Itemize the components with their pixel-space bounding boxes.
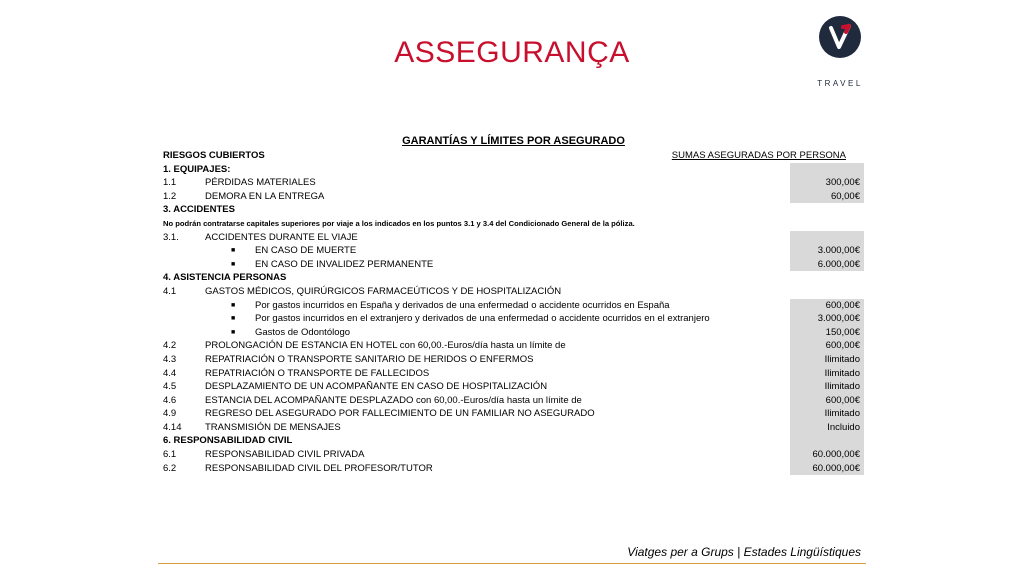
row-text: REPATRIACIÓN O TRANSPORTE SANITARIO DE HERIDOS O ENFERMOS	[205, 353, 534, 365]
v-logo-icon	[819, 16, 861, 58]
row-value: 60,00€	[790, 190, 864, 204]
row-number: 3.1.	[163, 231, 179, 243]
section-responsabilidad: 6. RESPONSABILIDAD CIVIL	[163, 435, 293, 447]
section-asistencia: 4. ASISTENCIA PERSONAS	[163, 272, 287, 284]
row-value: Ilimitado	[790, 367, 864, 381]
table-row	[163, 176, 864, 190]
row-value: Ilimitado	[790, 407, 864, 421]
bullet-row	[163, 258, 864, 272]
table-row	[163, 421, 864, 435]
row-number: 4.2	[163, 340, 177, 352]
section-accidentes: 3. ACCIDENTES	[163, 204, 235, 216]
row-text: DESPLAZAMIENTO DE UN ACOMPAÑANTE EN CASO DE HOSPITALIZACIÓN	[205, 381, 548, 393]
row-text: RESPONSABILIDAD CIVIL PRIVADA	[205, 449, 365, 461]
row-text: REPATRIACIÓN O TRANSPORTE DE FALLECIDOS	[205, 367, 430, 379]
row-value: 3.000,00€	[790, 312, 864, 326]
table-row	[163, 380, 864, 394]
table-row	[163, 407, 864, 421]
row-text: Gastos de Odontólogo	[255, 326, 351, 338]
logo-text: TRAVEL	[817, 79, 863, 88]
row-value: 600,00€	[790, 299, 864, 313]
bullet-row	[163, 312, 864, 326]
table-row	[163, 462, 864, 476]
row-text: GASTOS MÉDICOS, QUIRÚRGICOS FARMACEÚTICOS Y DE HOSPITALIZACIÓN	[205, 285, 562, 297]
page-title: ASSEGURANÇA	[394, 36, 630, 69]
row-number: 4.1	[163, 285, 177, 297]
col-right-header: SUMAS ASEGURADAS POR PERSONA	[671, 150, 846, 161]
note-row	[163, 217, 864, 231]
row-text: PÉRDIDAS MATERIALES	[205, 177, 316, 189]
bullet-icon: ■	[231, 315, 236, 323]
bullet-row	[163, 244, 864, 258]
row-value: 60.000,00€	[790, 448, 864, 462]
section-equipajes: 1. EQUIPAJES:	[163, 163, 231, 175]
bullet-icon: ■	[231, 247, 236, 255]
row-number: 1.1	[163, 177, 177, 189]
value-cell	[790, 231, 864, 245]
company-logo	[810, 12, 870, 88]
row-text: ESTANCIA DEL ACOMPAÑANTE DESPLAZADO con 60,00.-Euros/día hasta un límite de	[205, 394, 582, 406]
row-text: EN CASO DE INVALIDEZ PERMANENTE	[255, 258, 434, 270]
row-value: 6.000,00€	[790, 258, 864, 272]
row-number: 4.3	[163, 353, 177, 365]
table-row	[163, 353, 864, 367]
table-row	[163, 231, 864, 245]
table-row	[163, 190, 864, 204]
row-text: TRANSMISIÓN DE MENSAJES	[205, 421, 341, 433]
row-value: 3.000,00€	[790, 244, 864, 258]
col-left-header: RIESGOS CUBIERTOS	[163, 150, 265, 161]
row-text: REGRESO DEL ASEGURADO POR FALLECIMIENTO DE UN FAMILIAR NO ASEGURADO	[205, 408, 595, 420]
row-text: RESPONSABILIDAD CIVIL DEL PROFESOR/TUTOR	[205, 462, 433, 474]
row-number: 6.2	[163, 462, 177, 474]
row-value: 60.000,00€	[790, 462, 864, 476]
bullet-row	[163, 299, 864, 313]
table-header-row	[163, 149, 864, 163]
row-text: DEMORA EN LA ENTREGA	[205, 190, 325, 202]
section-header	[163, 163, 864, 177]
bullet-icon: ■	[231, 260, 236, 268]
row-number: 4.6	[163, 394, 177, 406]
row-value: 600,00€	[790, 394, 864, 408]
note-text: No podrán contratarse capitales superiores por viaje a los indicados en los puntos 3.1 y 3.4 del Condicionado General de la póliza.	[163, 218, 635, 228]
table-row	[163, 367, 864, 381]
footer-divider	[158, 563, 866, 564]
row-number: 4.14	[163, 421, 182, 433]
row-value: Ilimitado	[790, 353, 864, 367]
table-row	[163, 394, 864, 408]
section-header	[163, 271, 864, 285]
row-text: EN CASO DE MUERTE	[255, 245, 357, 257]
row-text: PROLONGACIÓN DE ESTANCIA EN HOTEL con 60,00.-Euros/día hasta un límite de	[205, 340, 566, 352]
row-value: 600,00€	[790, 339, 864, 353]
row-number: 4.5	[163, 381, 177, 393]
row-value: 300,00€	[790, 176, 864, 190]
bullet-icon: ■	[231, 301, 236, 309]
row-text: Por gastos incurridos en el extranjero y derivados de una enfermedad o accidente ocurridos en el extranjero	[255, 313, 710, 325]
section-header	[163, 434, 864, 448]
table-row	[163, 448, 864, 462]
row-number: 4.4	[163, 367, 177, 379]
row-value: Ilimitado	[790, 380, 864, 394]
bullet-row	[163, 326, 864, 340]
row-text: Por gastos incurridos en España y derivados de una enfermedad o accidente ocurridos en España	[255, 299, 670, 311]
value-cell	[790, 163, 864, 177]
row-value: Incluido	[790, 421, 864, 435]
section-header	[163, 203, 864, 217]
footer-text: Viatges per a Grups | Estades Lingüístiques	[627, 545, 861, 559]
row-number: 4.9	[163, 408, 177, 420]
value-cell	[790, 434, 864, 448]
bullet-icon: ■	[231, 328, 236, 336]
row-text: ACCIDENTES DURANTE EL VIAJE	[205, 231, 358, 243]
table-row	[163, 339, 864, 353]
row-number: 6.1	[163, 449, 177, 461]
row-number: 1.2	[163, 190, 177, 202]
table-row	[163, 285, 864, 299]
row-value: 150,00€	[790, 326, 864, 340]
table-heading: GARANTÍAS Y LÍMITES POR ASEGURADO	[402, 135, 625, 147]
insurance-table	[163, 133, 864, 475]
